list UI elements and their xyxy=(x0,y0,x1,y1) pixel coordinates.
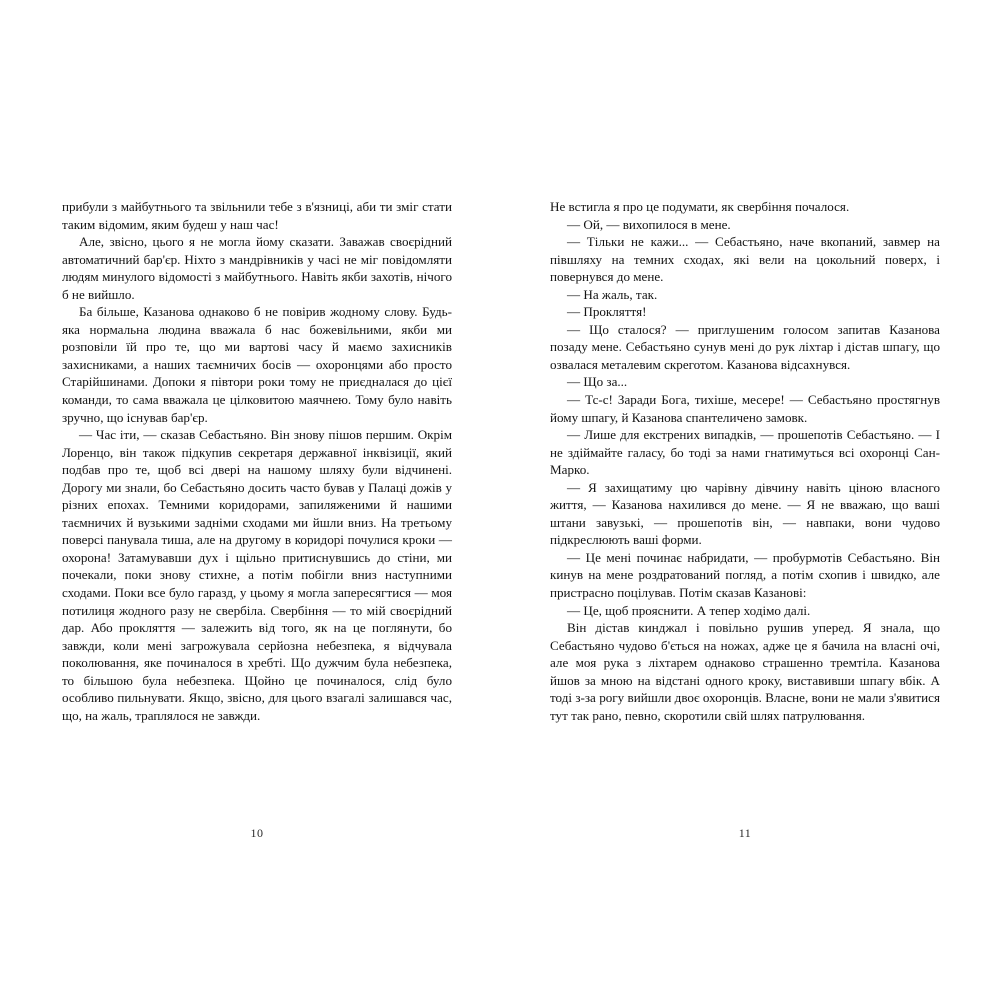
right-page-text xyxy=(550,198,940,724)
right-page xyxy=(550,198,940,840)
paragraph: — Я захищатиму цю чарівну дівчину навіть ціною власного життя, — Казанова нахилився до мене. — Я не вважаю, що ваші штани завузькі, — прошепотів він, — навпаки, вони чудово підкреслюють ваші форми. xyxy=(550,479,940,548)
paragraph: — На жаль, так. xyxy=(567,286,658,302)
left-page-text xyxy=(62,198,452,724)
page-number-left: 10 xyxy=(250,826,264,840)
paragraph: — Тільки не кажи... — Себастьяно, наче вкопаний, завмер на півшляху на темних сходах, які вели на цокольний поверх, і повернувся до мене. xyxy=(550,234,940,285)
paragraph: — Що сталося? — приглушеним голосом запитав Казанова позаду мене. Себастьяно сунув мені до рук ліхтар і дістав шпагу, що озвалася металевим скреготом. Казанова відсахнувся. xyxy=(550,321,940,372)
paragraph: — Це, щоб прояснити. А тепер ходімо далі. xyxy=(567,602,811,618)
paragraph: Ба більше, Казанова однаково б не повірив жодному слову. Будь-яка нормальна людина вважала б нас божевільними, якби ми розповіли їй про те, що ми вартові часу й маємо захисників захисниками, а наших таємничих босів — охоронцями або просто Старійшинами. Допоки я півтори роки тому не приєдналася до цієї команди, то сама вважала це цілковитою маячнею. Тому було навіть зручно, що існував бар'єр. xyxy=(62,304,452,425)
page-columns xyxy=(0,198,1000,840)
paragraph: Але, звісно, цього я не могла йому сказати. Заважав своєрідний автоматичний бар'єр. Ніхто з мандрівників у часі не міг повідомляти людям минулого відомості з майбутнього. Навіть якби захотів, нічого б не вийшло. xyxy=(62,234,452,302)
paragraph: прибули з майбутнього та звільнили тебе з в'язниці, аби ти зміг стати таким відомим, яким будеш у наш час! xyxy=(62,199,452,232)
paragraph: — Це мені починає набридати, — пробурмотів Себастьяно. Він кинув на мене роздратований погляд, а потім схопив і швидко, але пристрасно поцілував. Потім сказав Казанові: xyxy=(550,549,940,601)
paragraph: — Що за... xyxy=(567,374,628,390)
page-number-right: 11 xyxy=(738,826,752,840)
paragraph: — Час іти, — сказав Себастьяно. Він знову пішов першим. Окрім Лоренцо, він також підкупив секретаря державної інквізиції, який подбав про те, щоб всі двері на нашому шляху були відчинені. Дорогу ми знали, бо Себастьяно досить часто бував у Палаці дожів у різних епохах. Темними коридорами, запиляженими й нашими таємничих й вузькими задніми сходами ми йшли вниз. На третьому поверсі панувала тиша, але на другому в коридорі почулися кроки — охорона! Затамувавши дух і щільно притиснувшись до стіни, ми почекали, поки знову стихне, а потім побігли вниз наступними сходами. Поки все було гаразд, у цьому я могла запересягтися — моя потилиця жодного разу не свербіла. Свербіння — то мій своєрідний дар. Або прокляття — залежить від того, як на це поглянути, бо завжди, коли мені загрожувала серйозна небезпека, я відчувала поколювання, яке починалося в хребті. Що дужчим була небезпека, то більшою була небезпека. Щойно це починалося, слід було особливо пильнувати. Якщо, звісно, для цього взагалі залишався час, що, на жаль, траплялося не завжди. xyxy=(62,427,452,723)
paragraph: Він дістав кинджал і повільно рушив уперед. Я знала, що Себастьяно чудово б'ється на ножах, адже це я бачила на власні очі, але моя рука з ліхтарем однаково страшенно тремтіла. Казанова йшов за мною на відстані одного кроку, виставивши шпагу вбік. А тоді з-за рогу вийшли двоє охоронців. Власне, вони не мали з'явитися тут так рано, певно, скоротили свій шлях патрулювання. xyxy=(550,620,940,723)
paragraph: — Прокляття! xyxy=(567,304,647,320)
paragraph: — Ой, — вихопилося в мене. xyxy=(567,216,731,232)
left-page xyxy=(62,198,452,840)
paragraph: — Лише для екстрених випадків, — прошепотів Себастьяно. — І не здіймайте галасу, бо тоді за нами гнатимуться всі охоронці Сан-Марко. xyxy=(550,427,940,478)
paragraph: Не встигла я про це подумати, як свербіння почалося. xyxy=(550,199,850,214)
paragraph: — Тс-с! Заради Бога, тихіше, месере! — Себастьяно простягнув йому шпагу, й Казанова спантеличено замовк. xyxy=(550,392,940,425)
